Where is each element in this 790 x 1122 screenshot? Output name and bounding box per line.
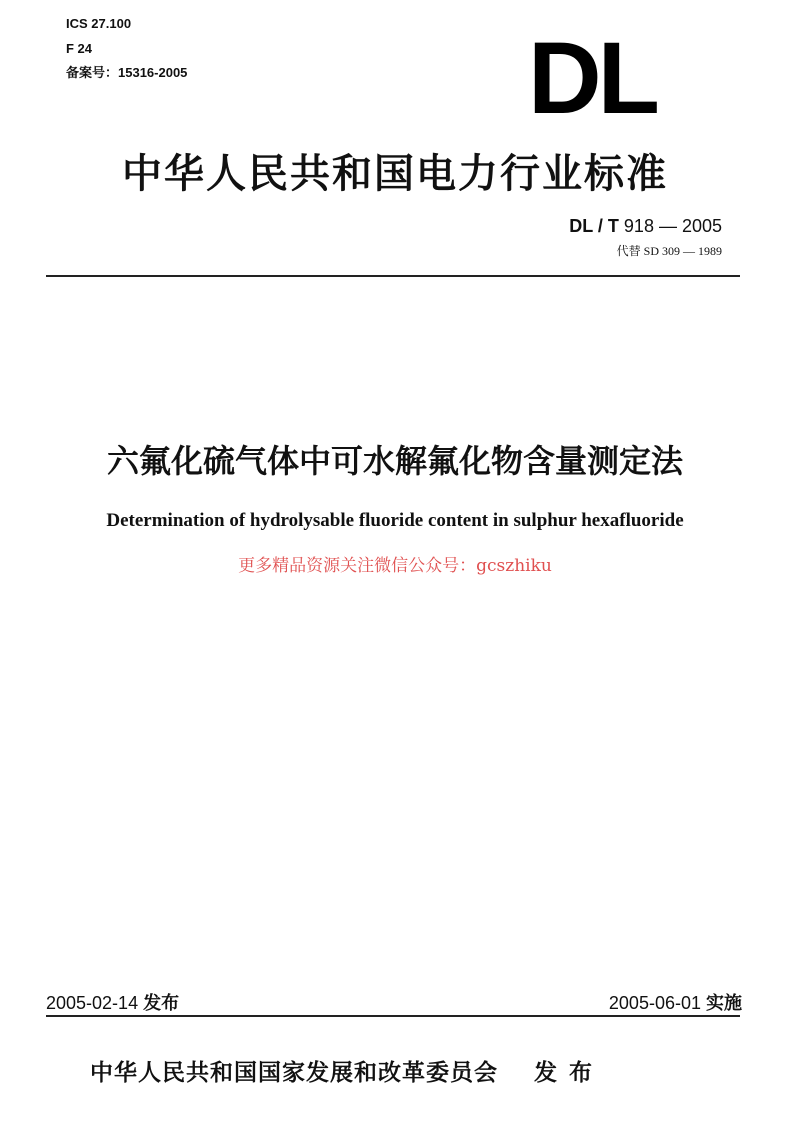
dl-logo: DL bbox=[528, 21, 656, 135]
record-number: 备案号：15316-2005 bbox=[66, 65, 188, 80]
issuer-action: 发布 bbox=[534, 1060, 604, 1086]
document-title-en: Determination of hydrolysable fluoride content in sulphur hexafluoride bbox=[106, 510, 684, 531]
publish-date-label: 发布 bbox=[143, 993, 180, 1013]
issuer-line bbox=[90, 1054, 604, 1087]
standard-banner-title: 中华人民共和国电力行业标准 bbox=[122, 151, 668, 197]
ics-code: ICS 27.100 bbox=[66, 16, 132, 31]
publish-date-value: 2005-02-14 bbox=[46, 993, 139, 1013]
standard-code bbox=[569, 216, 722, 237]
implement-date-label: 实施 bbox=[706, 993, 742, 1013]
implement-date bbox=[609, 989, 742, 1015]
standard-code-prefix: DL / T bbox=[569, 216, 619, 236]
implement-date-value: 2005-06-01 bbox=[608, 993, 701, 1013]
issuer-name: 中华人民共和国国家发展和改革委员会 bbox=[90, 1060, 498, 1086]
publish-date bbox=[46, 989, 179, 1015]
top-divider bbox=[46, 275, 740, 277]
document-title-cn: 六氟化硫气体中可水解氟化物含量测定法 bbox=[106, 442, 683, 480]
replaces-standard: 代替 SD 309 — 1989 bbox=[616, 244, 722, 258]
standard-code-number: 918 — 2005 bbox=[623, 216, 722, 236]
promo-text: 更多精品资源关注微信公众号：gcszhiku bbox=[238, 556, 552, 576]
bottom-divider bbox=[46, 1015, 740, 1017]
classification-code: F 24 bbox=[66, 41, 93, 56]
